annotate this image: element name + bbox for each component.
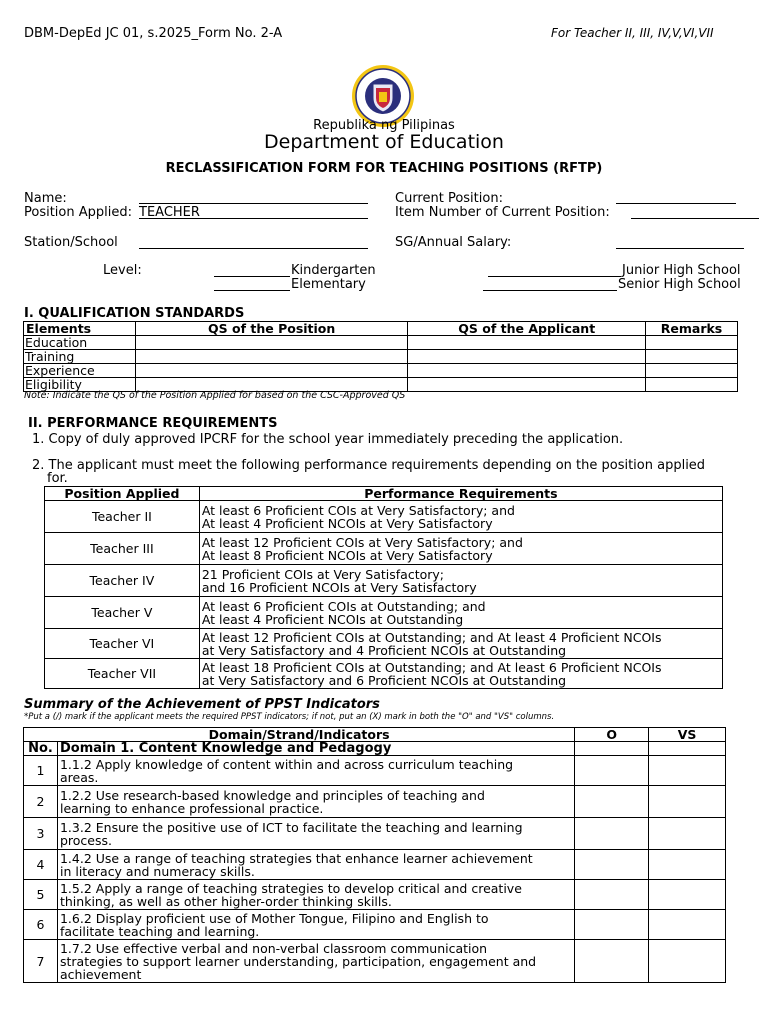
col-performance-req: Performance Requirements <box>199 487 722 501</box>
col-qs-position: QS of the Position <box>135 322 408 336</box>
requirement-cell <box>199 659 722 689</box>
indicator-number: 5 <box>24 880 58 910</box>
table-row <box>24 880 726 910</box>
domain-vs-cell <box>649 742 726 756</box>
vs-mark-cell[interactable] <box>649 910 726 940</box>
indicator-cell <box>57 910 574 940</box>
table-row <box>24 786 726 818</box>
table-row <box>24 910 726 940</box>
requirement-line: At least 12 Proficient COIs at Very Satisfactory; and <box>201 534 523 550</box>
indicator-number: 7 <box>24 940 58 983</box>
vs-mark-cell[interactable] <box>649 756 726 786</box>
o-mark-cell[interactable] <box>575 850 649 880</box>
domain-title: Domain 1. Content Knowledge and Pedagogy <box>57 742 574 756</box>
table-row <box>45 501 723 533</box>
indicator-line: process. <box>59 832 112 848</box>
row-eligibility: Eligibility <box>24 378 136 392</box>
requirement-line: 21 Proficient COIs at Very Satisfactory; <box>201 566 444 582</box>
indicator-line: learning to enhance professional practice. <box>59 800 324 816</box>
requirement-line: At least 4 Proficient NCOIs at Very Satisfactory <box>201 515 493 531</box>
indicator-line: 1.1.2 Apply knowledge of content within and across curriculum teaching <box>59 756 514 772</box>
performance-heading: II. PERFORMANCE REQUIREMENTS <box>28 416 278 431</box>
level-kindergarten: Kindergarten <box>291 263 376 278</box>
salary-label: SG/Annual Salary: <box>395 235 512 250</box>
qs-cell[interactable] <box>135 350 408 364</box>
requirement-line: at Very Satisfactory and 4 Proficient NCOIs at Outstanding <box>201 642 567 658</box>
col-o: O <box>575 728 649 742</box>
indicator-line: strategies to support learner understanding, participation, engagement and <box>59 953 537 969</box>
item-number-field[interactable] <box>631 218 759 219</box>
table-row <box>45 565 723 597</box>
qs-cell[interactable] <box>408 336 646 350</box>
o-mark-cell[interactable] <box>575 910 649 940</box>
table-row <box>24 850 726 880</box>
requirement-line: at Very Satisfactory and 6 Proficient NCOIs at Outstanding <box>201 672 567 688</box>
col-position-applied: Position Applied <box>45 487 200 501</box>
ppst-table <box>23 727 726 983</box>
qualification-table <box>23 321 738 392</box>
name-field[interactable] <box>139 203 368 204</box>
qs-cell[interactable] <box>408 364 646 378</box>
table-row <box>45 533 723 565</box>
table-row <box>24 336 738 350</box>
vs-mark-cell[interactable] <box>649 880 726 910</box>
indicator-cell <box>57 880 574 910</box>
col-remarks: Remarks <box>646 322 738 336</box>
table-row <box>24 940 726 983</box>
requirement-line: At least 18 Proficient COIs at Outstanding; and At least 6 Proficient NCOIs <box>201 659 662 675</box>
position-cell: Teacher V <box>45 597 200 629</box>
position-cell: Teacher IV <box>45 565 200 597</box>
station-label: Station/School <box>24 235 118 250</box>
requirement-cell <box>199 501 722 533</box>
qs-cell[interactable] <box>646 378 738 392</box>
indicator-number: 3 <box>24 818 58 850</box>
level-elementary: Elementary <box>291 277 366 292</box>
table-row <box>24 756 726 786</box>
salary-field[interactable] <box>616 248 744 249</box>
summary-instruction: *Put a (/) mark if the applicant meets the required PPST indicators; if not, put an (X) mark in both the "O" and "VS" columns. <box>24 712 555 722</box>
performance-item-1: 1. Copy of duly approved IPCRF for the school year immediately preceding the application. <box>32 432 624 447</box>
performance-item-2: 2. The applicant must meet the following performance requirements depending on the position applied <box>32 458 706 473</box>
form-code: DBM-DepEd JC 01, s.2025_Form No. 2-A <box>24 26 283 41</box>
indicator-cell <box>57 940 574 983</box>
indicator-cell <box>57 818 574 850</box>
table-row <box>45 597 723 629</box>
indicator-line: 1.3.2 Ensure the positive use of ICT to facilitate the teaching and learning <box>59 819 523 835</box>
o-mark-cell[interactable] <box>575 786 649 818</box>
form-applicability: For Teacher II, III, IV,V,VI,VII <box>551 26 714 40</box>
row-experience: Experience <box>24 364 136 378</box>
shs-blank[interactable] <box>483 290 617 291</box>
elementary-blank[interactable] <box>214 290 290 291</box>
item-number-label: Item Number of Current Position: <box>395 205 610 220</box>
summary-heading: Summary of the Achievement of PPST Indicators <box>24 697 380 712</box>
o-mark-cell[interactable] <box>575 756 649 786</box>
table-row <box>45 629 723 659</box>
indicator-cell <box>57 786 574 818</box>
position-cell: Teacher II <box>45 501 200 533</box>
jhs-blank[interactable] <box>488 276 621 277</box>
vs-mark-cell[interactable] <box>649 786 726 818</box>
indicator-line: 1.2.2 Use research-based knowledge and principles of teaching and <box>59 787 485 803</box>
indicator-cell <box>57 850 574 880</box>
department-name: Department of Education <box>264 131 504 153</box>
requirement-line: At least 4 Proficient NCOIs at Outstanding <box>201 611 464 627</box>
requirement-cell <box>199 533 722 565</box>
qs-cell[interactable] <box>646 336 738 350</box>
indicator-cell <box>57 756 574 786</box>
performance-table <box>44 486 723 689</box>
requirement-cell <box>199 629 722 659</box>
indicator-line: 1.7.2 Use effective verbal and non-verbal classroom communication <box>59 940 488 956</box>
indicator-line: facilitate teaching and learning. <box>59 923 260 939</box>
col-elements: Elements <box>24 322 136 336</box>
position-applied-label: Position Applied: <box>24 205 132 220</box>
requirement-line: and 16 Proficient NCOIs at Very Satisfactory <box>201 579 477 595</box>
qualification-note: Note: Indicate the QS of the Position Applied for based on the CSC-Approved QS <box>24 390 406 401</box>
indicator-number: 4 <box>24 850 58 880</box>
domain-o-cell <box>575 742 649 756</box>
qs-cell[interactable] <box>408 350 646 364</box>
table-row <box>24 818 726 850</box>
current-position-field[interactable] <box>616 203 736 204</box>
qs-cell[interactable] <box>646 350 738 364</box>
qs-cell[interactable] <box>135 336 408 350</box>
level-label: Level: <box>103 263 142 278</box>
requirement-cell <box>199 565 722 597</box>
qualification-heading: I. QUALIFICATION STANDARDS <box>24 306 245 321</box>
indicator-line: achievement <box>59 966 142 982</box>
col-vs: VS <box>649 728 726 742</box>
indicator-line: thinking, as well as other higher-order thinking skills. <box>59 893 392 909</box>
level-senior-high: Senior High School <box>618 277 741 292</box>
table-row <box>45 659 723 689</box>
table-row <box>24 350 738 364</box>
position-applied-value: TEACHER <box>139 205 200 220</box>
indicator-number: 2 <box>24 786 58 818</box>
requirement-cell <box>199 597 722 629</box>
o-mark-cell[interactable] <box>575 880 649 910</box>
col-no: No. <box>24 742 58 756</box>
indicator-number: 1 <box>24 756 58 786</box>
indicator-line: 1.4.2 Use a range of teaching strategies that enhance learner achievement <box>59 850 533 866</box>
performance-item-2-cont: for. <box>47 471 68 486</box>
position-applied-field[interactable] <box>139 218 368 219</box>
row-education: Education <box>24 336 136 350</box>
o-mark-cell[interactable] <box>575 818 649 850</box>
row-training: Training <box>24 350 136 364</box>
vs-mark-cell[interactable] <box>649 940 726 983</box>
vs-mark-cell[interactable] <box>649 850 726 880</box>
requirement-line: At least 6 Proficient COIs at Outstanding; and <box>201 598 486 614</box>
name-label: Name: <box>24 191 67 206</box>
requirement-line: At least 6 Proficient COIs at Very Satisfactory; and <box>201 502 515 518</box>
requirement-line: At least 8 Proficient NCOIs at Very Satisfactory <box>201 547 493 563</box>
indicator-number: 6 <box>24 910 58 940</box>
indicator-line: 1.5.2 Apply a range of teaching strategies to develop critical and creative <box>59 880 522 896</box>
level-junior-high: Junior High School <box>622 263 741 278</box>
table-row <box>24 364 738 378</box>
republic-label: Republika ng Pilipinas <box>313 118 455 133</box>
kindergarten-blank[interactable] <box>214 276 290 277</box>
o-mark-cell[interactable] <box>575 940 649 983</box>
form-title: RECLASSIFICATION FORM FOR TEACHING POSITIONS (RFTP) <box>165 161 603 176</box>
position-cell: Teacher III <box>45 533 200 565</box>
position-cell: Teacher VI <box>45 629 200 659</box>
position-cell: Teacher VII <box>45 659 200 689</box>
col-domain-strand: Domain/Strand/Indicators <box>24 728 575 742</box>
qs-cell[interactable] <box>135 364 408 378</box>
indicator-line: 1.6.2 Display proficient use of Mother Tongue, Filipino and English to <box>59 910 489 926</box>
current-position-label: Current Position: <box>395 191 503 206</box>
qs-cell[interactable] <box>646 364 738 378</box>
requirement-line: At least 12 Proficient COIs at Outstanding; and At least 4 Proficient NCOIs <box>201 629 662 645</box>
qs-cell[interactable] <box>408 378 646 392</box>
indicator-line: areas. <box>59 769 99 785</box>
indicator-line: in literacy and numeracy skills. <box>59 863 255 879</box>
station-field[interactable] <box>139 248 368 249</box>
col-qs-applicant: QS of the Applicant <box>408 322 646 336</box>
vs-mark-cell[interactable] <box>649 818 726 850</box>
